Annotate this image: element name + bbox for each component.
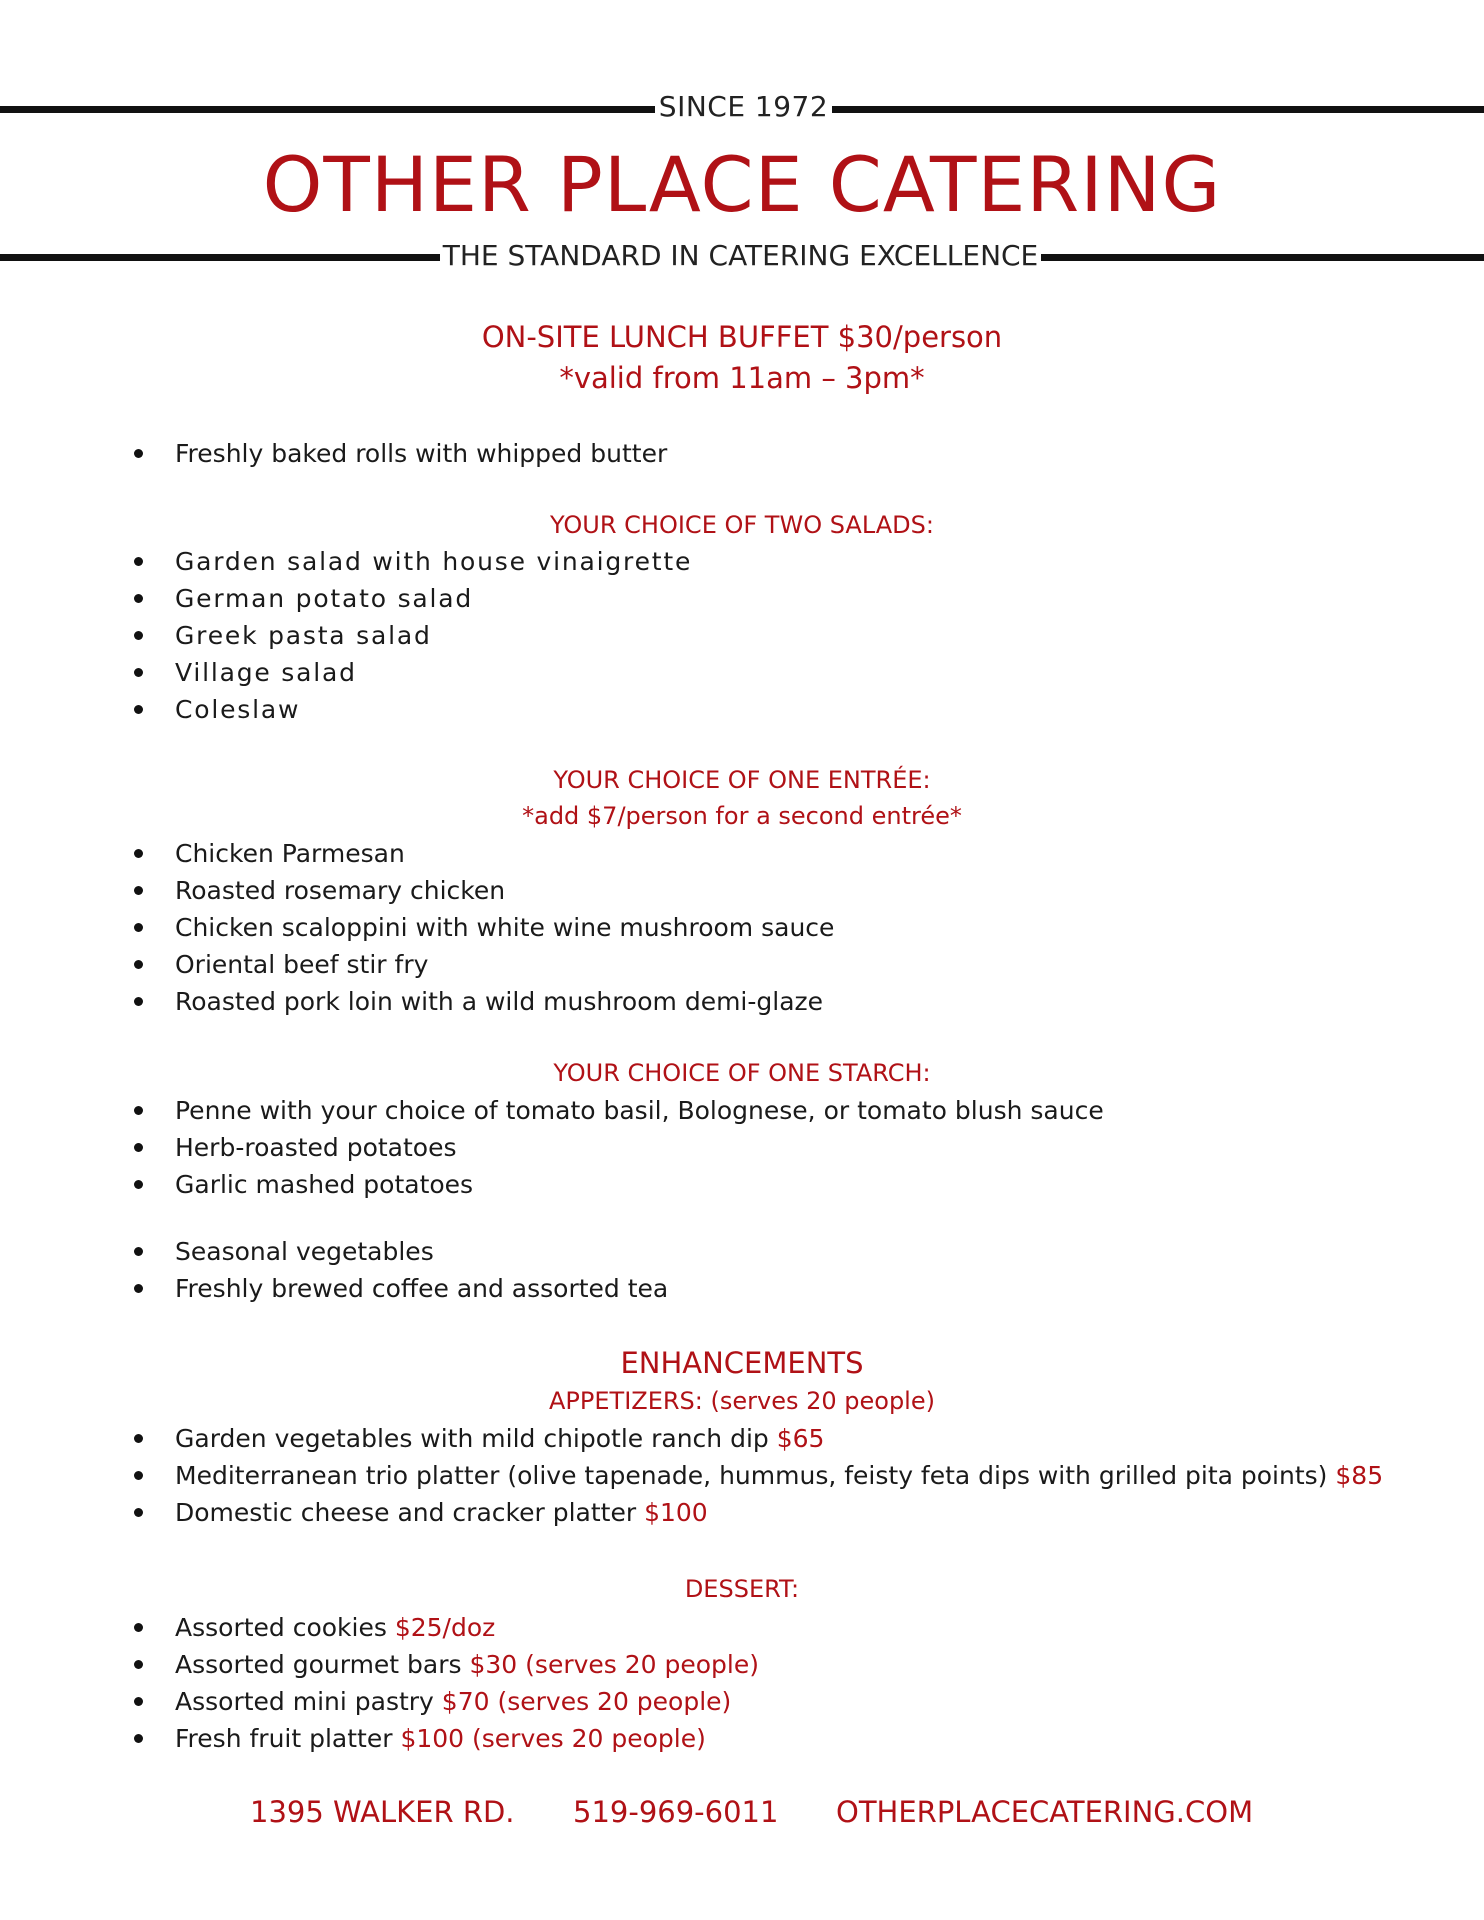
entrees-note: *add $7/person for a second entrée* — [522, 802, 962, 830]
since-row — [0, 92, 1484, 122]
intro-list — [0, 435, 1484, 472]
appetizers-heading: APPETIZERS: (serves 20 people) — [549, 1387, 935, 1415]
starches-list — [0, 1092, 1484, 1203]
list-item — [0, 1683, 1484, 1720]
item-name: Domestic cheese and cracker platter — [175, 1498, 645, 1527]
tagline-rule-right — [1041, 254, 1484, 261]
dessert-list — [0, 1609, 1484, 1757]
list-item — [0, 1494, 1484, 1531]
appetizers-list — [0, 1420, 1484, 1531]
list-item — [0, 1609, 1484, 1646]
since-label: SINCE 1972 — [658, 90, 829, 123]
list-item: Roasted pork loin with a wild mushroom demi-glaze — [0, 983, 1484, 1020]
list-item: Roasted rosemary chicken — [0, 872, 1484, 909]
item-price: $85 — [1335, 1461, 1384, 1490]
list-item: Garden salad with house vinaigrette — [0, 543, 1484, 580]
list-item: Seasonal vegetables — [0, 1233, 1484, 1270]
enhancements-heading: ENHANCEMENTS — [620, 1346, 864, 1380]
item-name: Assorted gourmet bars — [175, 1650, 470, 1679]
list-item: Penne with your choice of tomato basil, Bolognese, or tomato blush sauce — [0, 1092, 1484, 1129]
item-name: Fresh fruit platter — [175, 1724, 401, 1753]
tagline: THE STANDARD IN CATERING EXCELLENCE — [442, 239, 1039, 272]
list-item — [0, 1457, 1484, 1494]
item-price: $100 (serves 20 people) — [400, 1724, 706, 1753]
tagline-row — [0, 240, 1484, 272]
item-price: $70 (serves 20 people) — [441, 1687, 732, 1716]
list-item: Coleslaw — [0, 691, 1484, 728]
salads-heading: YOUR CHOICE OF TWO SALADS: — [550, 511, 934, 539]
item-price: $65 — [776, 1424, 825, 1453]
footer-address: 1395 WALKER RD. — [250, 1795, 515, 1829]
dessert-heading: DESSERT: — [684, 1575, 800, 1603]
list-item: Garlic mashed potatoes — [0, 1166, 1484, 1203]
list-item: Herb-roasted potatoes — [0, 1129, 1484, 1166]
starches-heading: YOUR CHOICE OF ONE STARCH: — [553, 1059, 931, 1087]
buffet-title: ON-SITE LUNCH BUFFET $30/person — [481, 320, 1003, 354]
salads-list — [0, 543, 1484, 728]
extras-list — [0, 1233, 1484, 1307]
list-item: German potato salad — [0, 580, 1484, 617]
list-item: Freshly brewed coffee and assorted tea — [0, 1270, 1484, 1307]
list-item — [0, 1420, 1484, 1457]
item-name: Mediterranean trio platter (olive tapenade, hummus, feisty feta dips with grilled pita points) — [175, 1461, 1336, 1490]
list-item: Village salad — [0, 654, 1484, 691]
brand-title: OTHER PLACE CATERING — [262, 140, 1222, 229]
list-item: Oriental beef stir fry — [0, 946, 1484, 983]
item-name: Assorted mini pastry — [175, 1687, 442, 1716]
entrees-list — [0, 835, 1484, 1020]
item-name: Assorted cookies — [175, 1613, 395, 1642]
footer — [0, 1792, 1484, 1832]
list-item — [0, 1646, 1484, 1683]
item-price: $100 — [644, 1498, 708, 1527]
list-item: Chicken Parmesan — [0, 835, 1484, 872]
item-price: $25/doz — [394, 1613, 496, 1642]
list-item: Chicken scaloppini with white wine mushroom sauce — [0, 909, 1484, 946]
footer-phone[interactable]: 519-969-6011 — [573, 1795, 779, 1829]
item-price: $30 (serves 20 people) — [469, 1650, 760, 1679]
tagline-rule-left — [0, 254, 440, 261]
footer-website[interactable]: OTHERPLACECATERING.COM — [836, 1795, 1254, 1829]
list-item: Greek pasta salad — [0, 617, 1484, 654]
header-rule-left — [0, 106, 655, 113]
entrees-heading: YOUR CHOICE OF ONE ENTRÉE: — [553, 766, 931, 794]
list-item — [0, 1720, 1484, 1757]
buffet-validity: *valid from 11am – 3pm* — [559, 361, 925, 395]
header-rule-right — [832, 106, 1484, 113]
item-name: Garden vegetables with mild chipotle ranch dip — [175, 1424, 777, 1453]
list-item: Freshly baked rolls with whipped butter — [0, 435, 1484, 472]
